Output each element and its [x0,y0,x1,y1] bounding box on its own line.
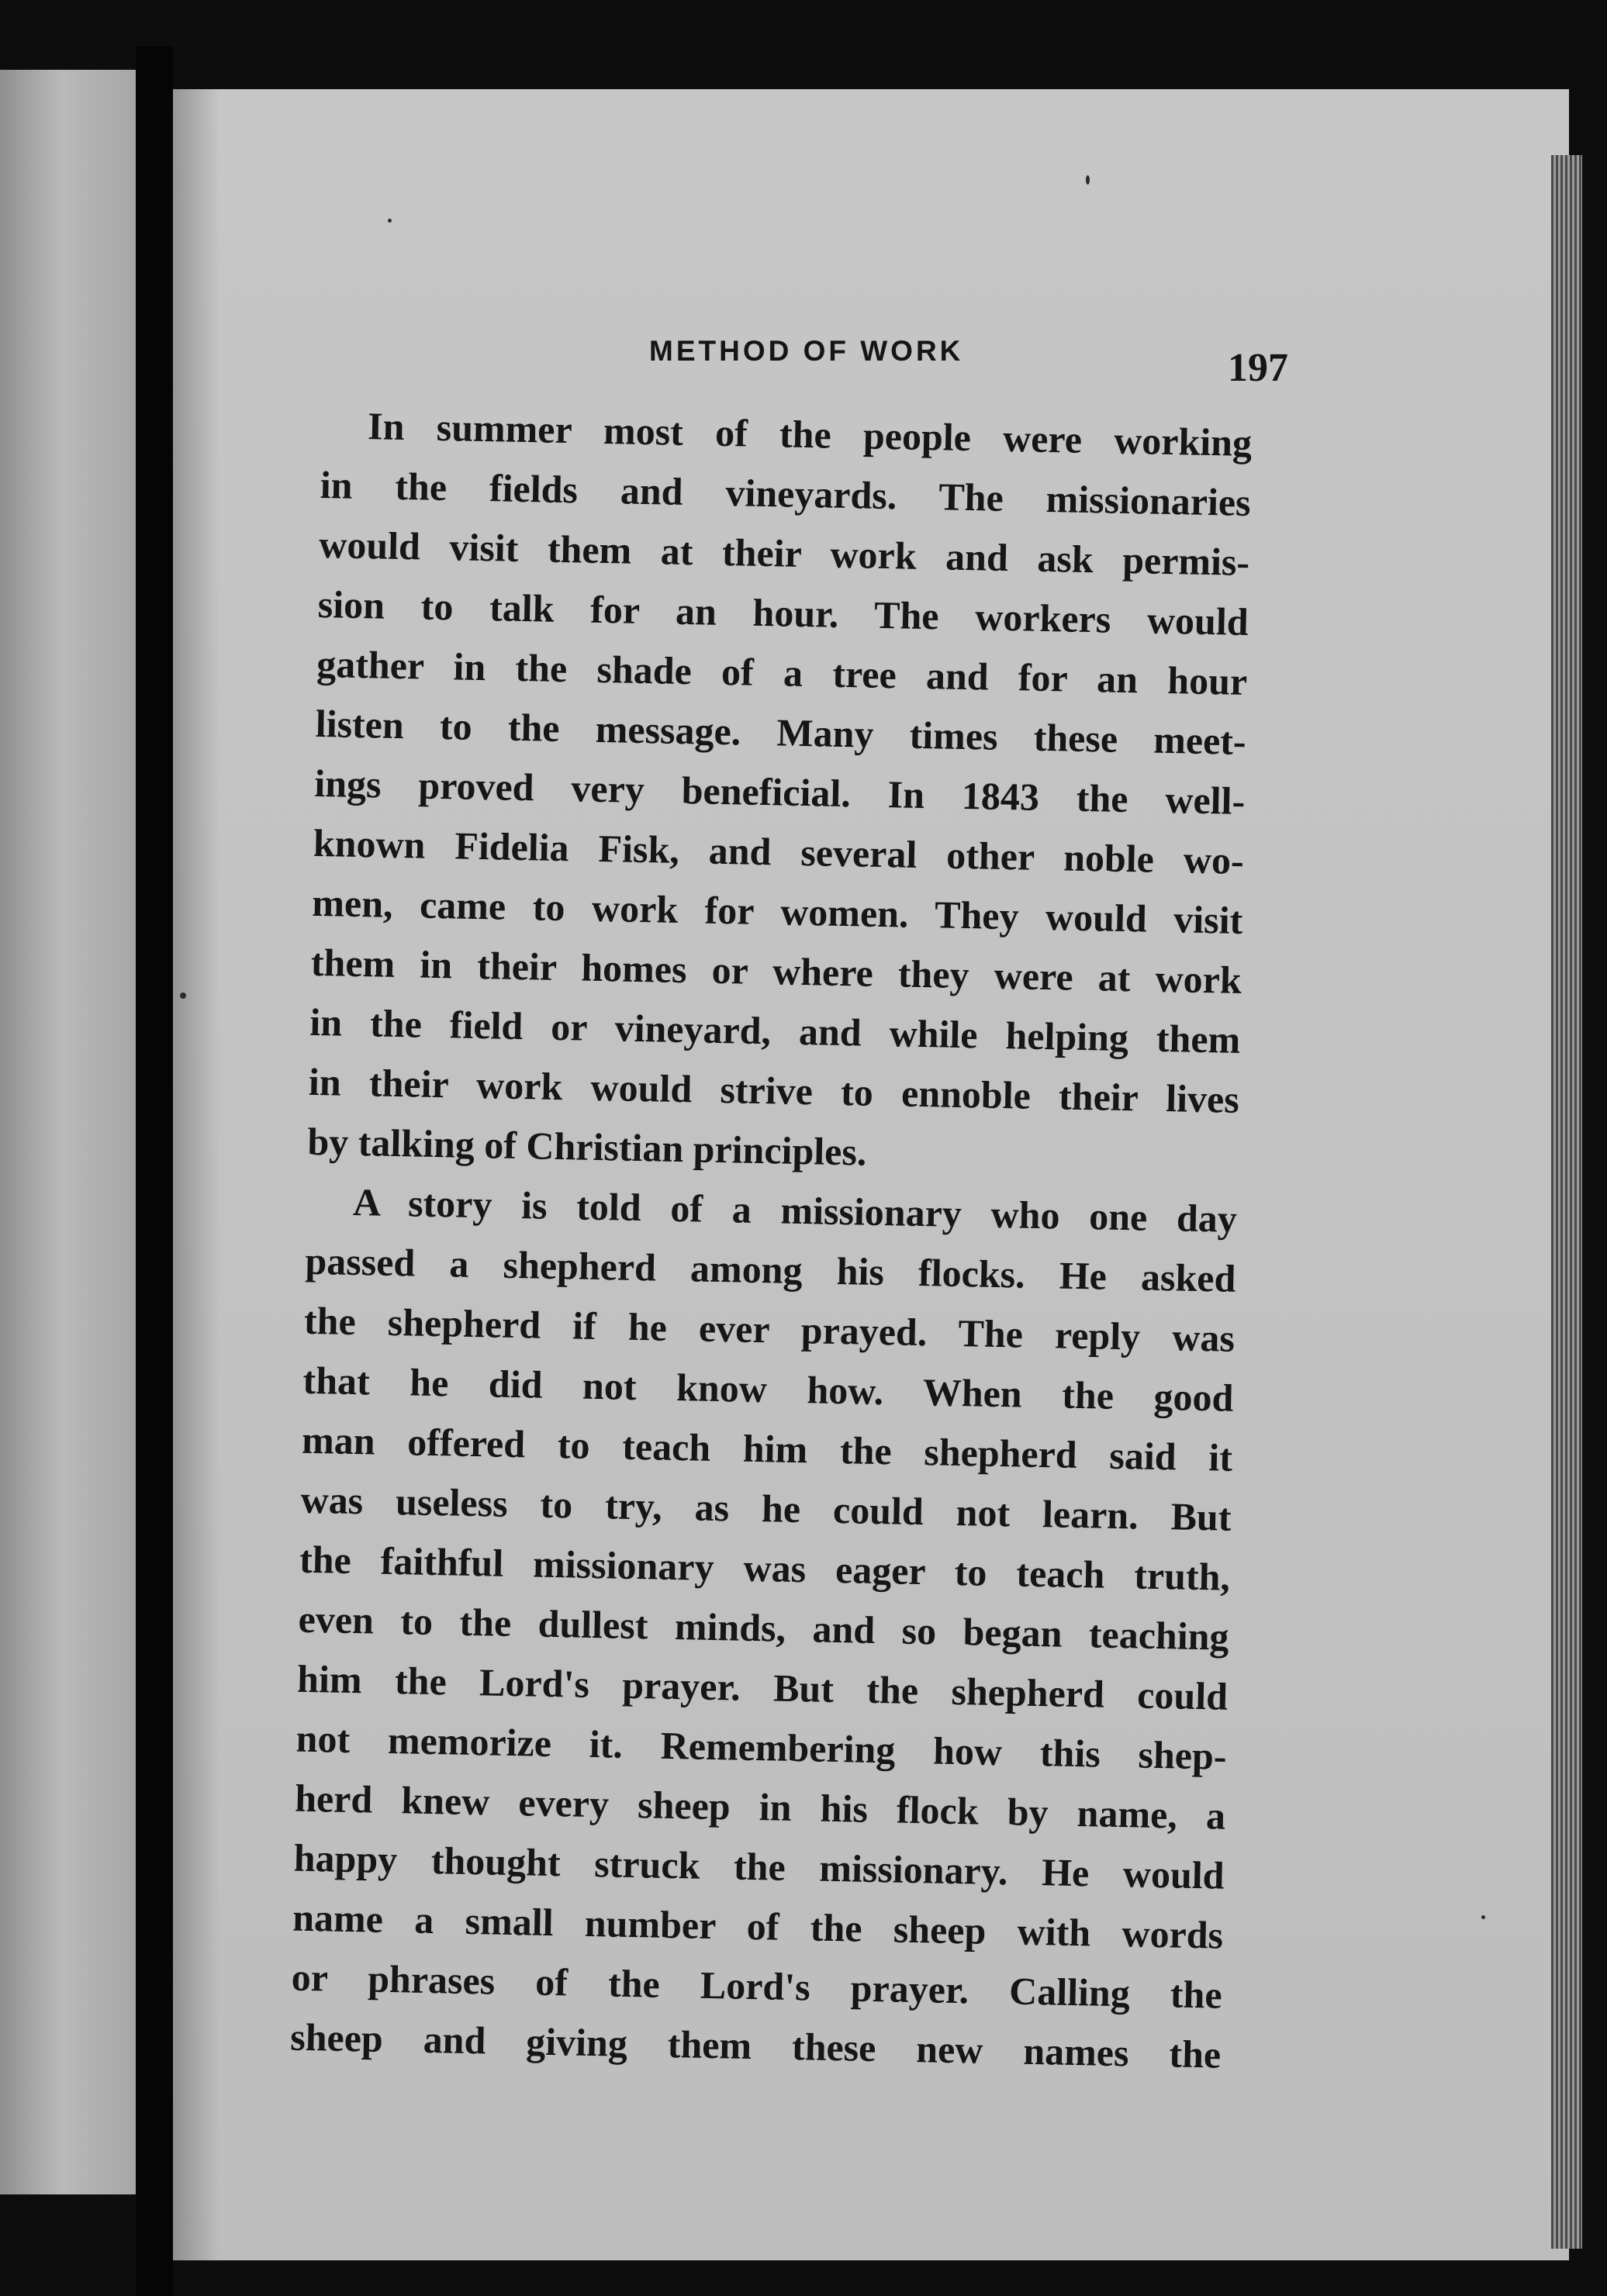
book-gutter [136,47,173,2296]
text-line: him the Lord's prayer. But the shepherd could [296,1656,1229,1718]
page-number: 197 [1228,346,1288,390]
text-line: would visit them at their work and ask permis- [318,522,1250,584]
text-line: in their work would strive to ennoble their lives [308,1059,1240,1121]
speck [388,219,392,223]
text-line: in the field or vineyard, and while helping them [309,1000,1241,1062]
text-line: not memorize it. Remembering how this shep- [295,1716,1228,1778]
text-line: A story is told of a missionary who one day [352,1179,1238,1241]
text-line: was useless to try, as he could not learn. But [300,1477,1232,1539]
speck [1481,1915,1485,1919]
text-line: listen to the message. Many times these meet- [315,701,1247,763]
text-line: the shepherd if he ever prayed. The reply was [303,1298,1235,1360]
running-head: METHOD OF WORK [649,335,964,367]
text-line: them in their homes or where they were at work [310,940,1242,1002]
facing-page-edge [0,70,136,2194]
text-line: herd knew every sheep in his flock by name, a [294,1776,1226,1838]
text-line: even to the dullest minds, and so began teaching [298,1597,1230,1659]
text-line: happy thought struck the missionary. He would [293,1835,1225,1897]
text-line: sheep and giving them these new names the [289,2015,1222,2077]
page-edges [1551,155,1582,2249]
text-line: in the fields and vineyards. The missionaries [320,462,1252,525]
text-line: men, came to work for women. They would visit [311,880,1243,942]
text-line: gather in the shade of a tree and for an hour [316,641,1248,703]
paragraph [307,395,1253,1189]
text-line: the faithful missionary was eager to teach truth, [299,1537,1231,1599]
text-line: In summer most of the people were working [367,404,1253,465]
text-line: man offered to teach him the shepherd said it [301,1417,1233,1479]
speck [180,993,186,999]
text-line: sion to talk for an hour. The workers would [317,582,1249,644]
text-line: by talking of Christian principles. [306,1119,867,1174]
paragraph [290,1172,1238,2085]
text-line: or phrases of the Lord's prayer. Calling the [291,1955,1223,2017]
text-line: name a small number of the sheep with words [292,1895,1224,1957]
body-text [290,395,1253,2085]
text-line: that he did not know how. When the good [302,1358,1234,1420]
speck [1086,175,1090,185]
text-line: ings proved very beneficial. In 1843 the well- [313,761,1246,823]
text-line: known Fidelia Fisk, and several other noble wo- [313,820,1245,882]
text-line: passed a shepherd among his flocks. He asked [305,1238,1236,1300]
